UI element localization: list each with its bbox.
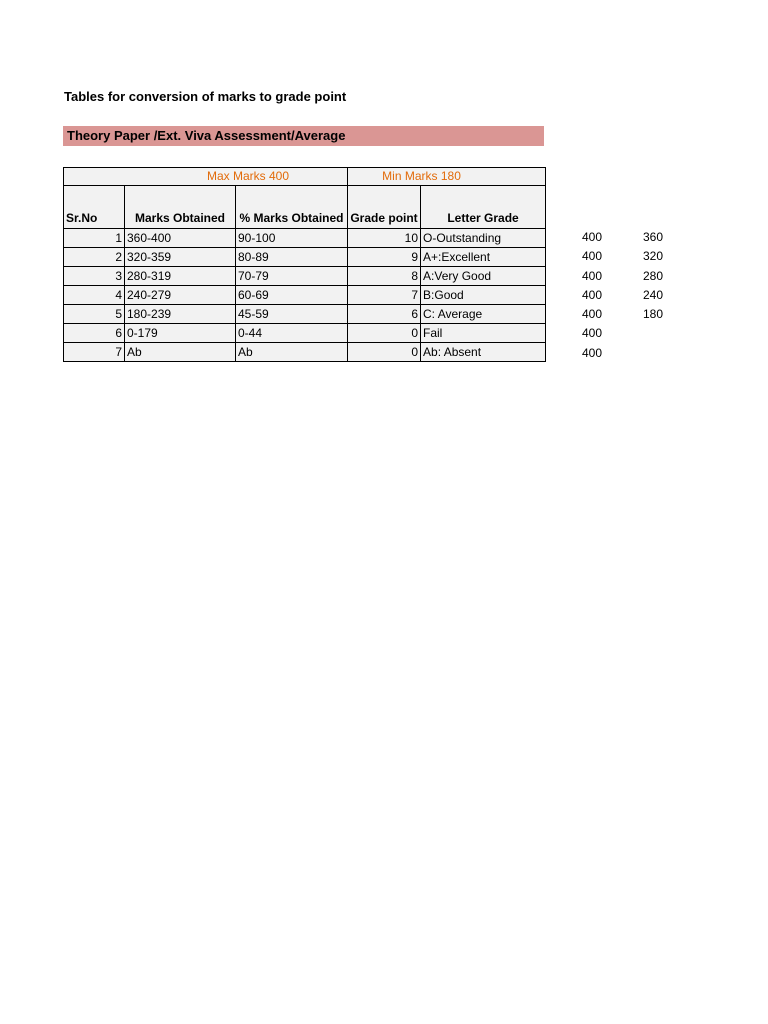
side-value: 360: [643, 230, 664, 244]
side-value: 180: [643, 307, 664, 322]
cell-letter-grade: C: Average: [421, 305, 546, 324]
table-header-row: [64, 186, 546, 229]
table-row: [64, 248, 546, 267]
cell-grade-point: 10: [348, 229, 421, 248]
table-row: [64, 343, 546, 362]
cell-grade-point: 0: [348, 343, 421, 362]
side-value: 400: [582, 307, 603, 322]
cell-letter-grade: O-Outstanding: [421, 229, 546, 248]
header-grade-point: Grade point: [348, 186, 421, 229]
side-value: 400: [582, 287, 603, 302]
table-row: [64, 286, 546, 305]
cell-marks: Ab: [125, 343, 236, 362]
side-value: 400: [582, 268, 603, 283]
cell-percent: 45-59: [236, 305, 348, 324]
cell-sr-no: 6: [64, 324, 125, 343]
cell-marks: 240-279: [125, 286, 236, 305]
cell-sr-no: 1: [64, 229, 125, 248]
cell-sr-no: 5: [64, 305, 125, 324]
cell-marks: 320-359: [125, 248, 236, 267]
table-row: [64, 324, 546, 343]
header-percent-marks: % Marks Obtained: [236, 186, 348, 229]
header-letter-grade: Letter Grade: [421, 186, 546, 229]
cell-sr-no: 2: [64, 248, 125, 267]
cell-sr-no: 3: [64, 267, 125, 286]
header-marks-obtained: Marks Obtained: [125, 186, 236, 229]
table-row: [64, 229, 546, 248]
grade-conversion-table: [63, 167, 546, 362]
cell-marks: 0-179: [125, 324, 236, 343]
side-value: 400: [582, 345, 603, 360]
marks-info-row: [64, 168, 546, 186]
cell-percent: 60-69: [236, 286, 348, 305]
cell-marks: 280-319: [125, 267, 236, 286]
cell-percent: 0-44: [236, 324, 348, 343]
side-value: 400: [582, 230, 603, 244]
max-marks-column: [582, 228, 602, 363]
cell-percent: 80-89: [236, 248, 348, 267]
cell-grade-point: 7: [348, 286, 421, 305]
cell-letter-grade: Ab: Absent: [421, 343, 546, 362]
header-sr-no: Sr.No: [64, 186, 125, 229]
cell-grade-point: 0: [348, 324, 421, 343]
page-heading: Tables for conversion of marks to grade point: [64, 89, 347, 104]
section-title-band: Theory Paper /Ext. Viva Assessment/Average: [63, 126, 544, 146]
cell-sr-no: 7: [64, 343, 125, 362]
table-row: [64, 305, 546, 324]
side-value: 400: [582, 326, 603, 341]
cell-letter-grade: B:Good: [421, 286, 546, 305]
cell-marks: 360-400: [125, 229, 236, 248]
side-value: 240: [643, 287, 664, 302]
cell-letter-grade: A+:Excellent: [421, 248, 546, 267]
side-value: 320: [643, 249, 664, 264]
side-value: 400: [582, 249, 603, 264]
cell-grade-point: 9: [348, 248, 421, 267]
cell-grade-point: 6: [348, 305, 421, 324]
side-value: 280: [643, 268, 664, 283]
cell-percent: Ab: [236, 343, 348, 362]
min-marks-label: Min Marks 180: [348, 168, 546, 186]
lower-bound-column: [643, 228, 663, 324]
cell-sr-no: 4: [64, 286, 125, 305]
max-marks-label: Max Marks 400: [64, 168, 348, 186]
cell-grade-point: 8: [348, 267, 421, 286]
table-row: [64, 267, 546, 286]
cell-letter-grade: A:Very Good: [421, 267, 546, 286]
cell-percent: 70-79: [236, 267, 348, 286]
cell-letter-grade: Fail: [421, 324, 546, 343]
cell-percent: 90-100: [236, 229, 348, 248]
cell-marks: 180-239: [125, 305, 236, 324]
